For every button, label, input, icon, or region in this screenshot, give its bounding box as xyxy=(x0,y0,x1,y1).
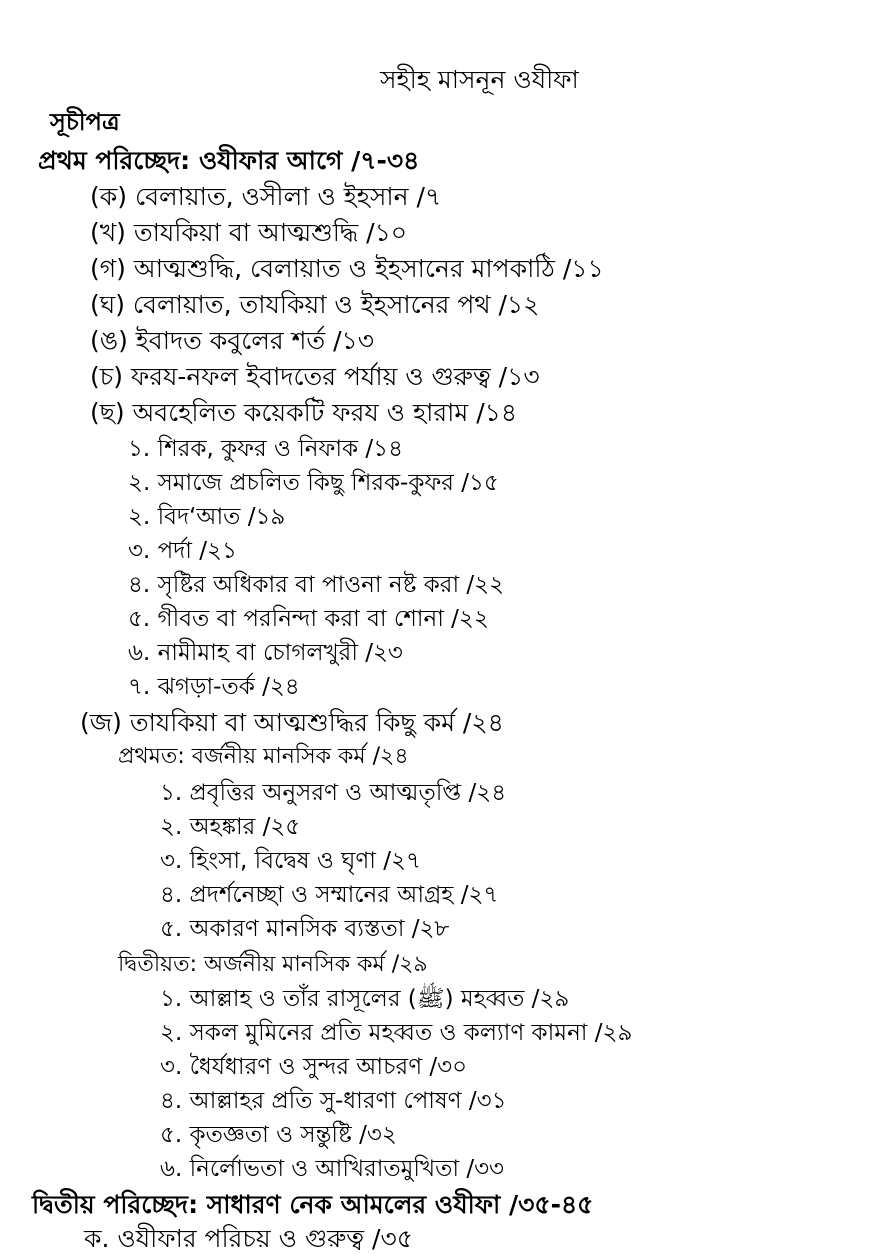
toc-item: ৭. ঝগড়া-তর্ক /২৪ xyxy=(128,674,300,700)
toc-item: ৬. নামীমাহ বা চোগলখুরী /২৩ xyxy=(128,640,403,666)
toc-item: ১. প্রবৃত্তির অনুসরণ ও আত্মতৃপ্তি /২৪ xyxy=(160,780,507,806)
toc-section: (ক) বেলায়াত, ওসীলা ও ইহসান /৭ xyxy=(90,182,442,211)
toc-section: (ঘ) বেলায়াত, তাযকিয়া ও ইহসানের পথ /১২ xyxy=(90,290,540,319)
toc-item: ৩. পর্দা /২১ xyxy=(128,538,237,564)
page-title: সহীহ মাসনূন ওযীফা xyxy=(380,65,579,94)
toc-item: ৫. অকারণ মানসিক ব্যস্ততা /২৮ xyxy=(160,916,450,942)
toc-item: ৪. সৃষ্টির অধিকার বা পাওনা নষ্ট করা /২২ xyxy=(128,572,505,598)
toc-item: ৩. ধৈর্যধারণ ও সুন্দর আচরণ /৩০ xyxy=(160,1054,468,1080)
toc-chapter: দ্বিতীয় পরিচ্ছেদ: সাধারণ নেক আমলের ওযীফা /৩৫-৪৫ xyxy=(32,1190,594,1219)
toc-section: (চ) ফরয-নফল ইবাদতের পর্যায় ও গুরুত্ব /১৩ xyxy=(90,362,540,391)
toc-item: ২. সকল মুমিনের প্রতি মহব্বত ও কল্যাণ কামনা /২৯ xyxy=(160,1020,633,1046)
toc-item: ৪. আল্লাহর প্রতি সু-ধারণা পোষণ /৩১ xyxy=(160,1088,507,1114)
toc-item: ৩. হিংসা, বিদ্বেষ ও ঘৃণা /২৭ xyxy=(160,848,421,874)
toc-heading: সূচীপত্র xyxy=(50,108,120,136)
toc-item: ৪. প্রদর্শনেচ্ছা ও সম্মানের আগ্রহ /২৭ xyxy=(160,882,499,908)
toc-section: (গ) আত্মশুদ্ধি, বেলায়াত ও ইহসানের মাপকাঠি /১১ xyxy=(90,254,604,283)
toc-item: ১. শিরক, কুফর ও নিফাক /১৪ xyxy=(128,436,403,462)
toc-item: ৬. নির্লোভতা ও আখিরাতমুখিতা /৩৩ xyxy=(160,1156,504,1182)
toc-chapter: প্রথম পরিচ্ছেদ: ওযীফার আগে /৭-৩৪ xyxy=(38,146,420,175)
toc-section: (ছ) অবহেলিত কয়েকটি ফরয ও হারাম /১৪ xyxy=(90,398,518,427)
toc-item: ২. সমাজে প্রচলিত কিছু শিরক-কুফর /১৫ xyxy=(128,470,499,496)
toc-subheading: দ্বিতীয়ত: অর্জনীয় মানসিক কর্ম /২৯ xyxy=(118,952,428,977)
toc-item: ২. বিদ‘আত /১৯ xyxy=(128,504,286,530)
toc-item: ৫. গীবত বা পরনিন্দা করা বা শোনা /২২ xyxy=(128,606,489,632)
toc-section: (খ) তাযকিয়া বা আত্মশুদ্ধি /১০ xyxy=(90,218,408,247)
toc-subheading: প্রথমত: বর্জনীয় মানসিক কর্ম /২৪ xyxy=(118,744,409,769)
toc-section: ক. ওযীফার পরিচয় ও গুরুত্ব /৩৫ xyxy=(84,1224,413,1253)
toc-item: ৫. কৃতজ্ঞতা ও সন্তুষ্টি /৩২ xyxy=(160,1122,397,1148)
toc-item: ১. আল্লাহ ও তাঁর রাসূলের (ﷺ) মহব্বত /২৯ xyxy=(160,986,570,1012)
toc-section: (জ) তাযকিয়া বা আত্মশুদ্ধির কিছু কর্ম /২৪ xyxy=(80,708,504,737)
toc-section: (ঙ) ইবাদত কবুলের শর্ত /১৩ xyxy=(90,326,374,355)
toc-item: ২. অহঙ্কার /২৫ xyxy=(160,814,301,840)
